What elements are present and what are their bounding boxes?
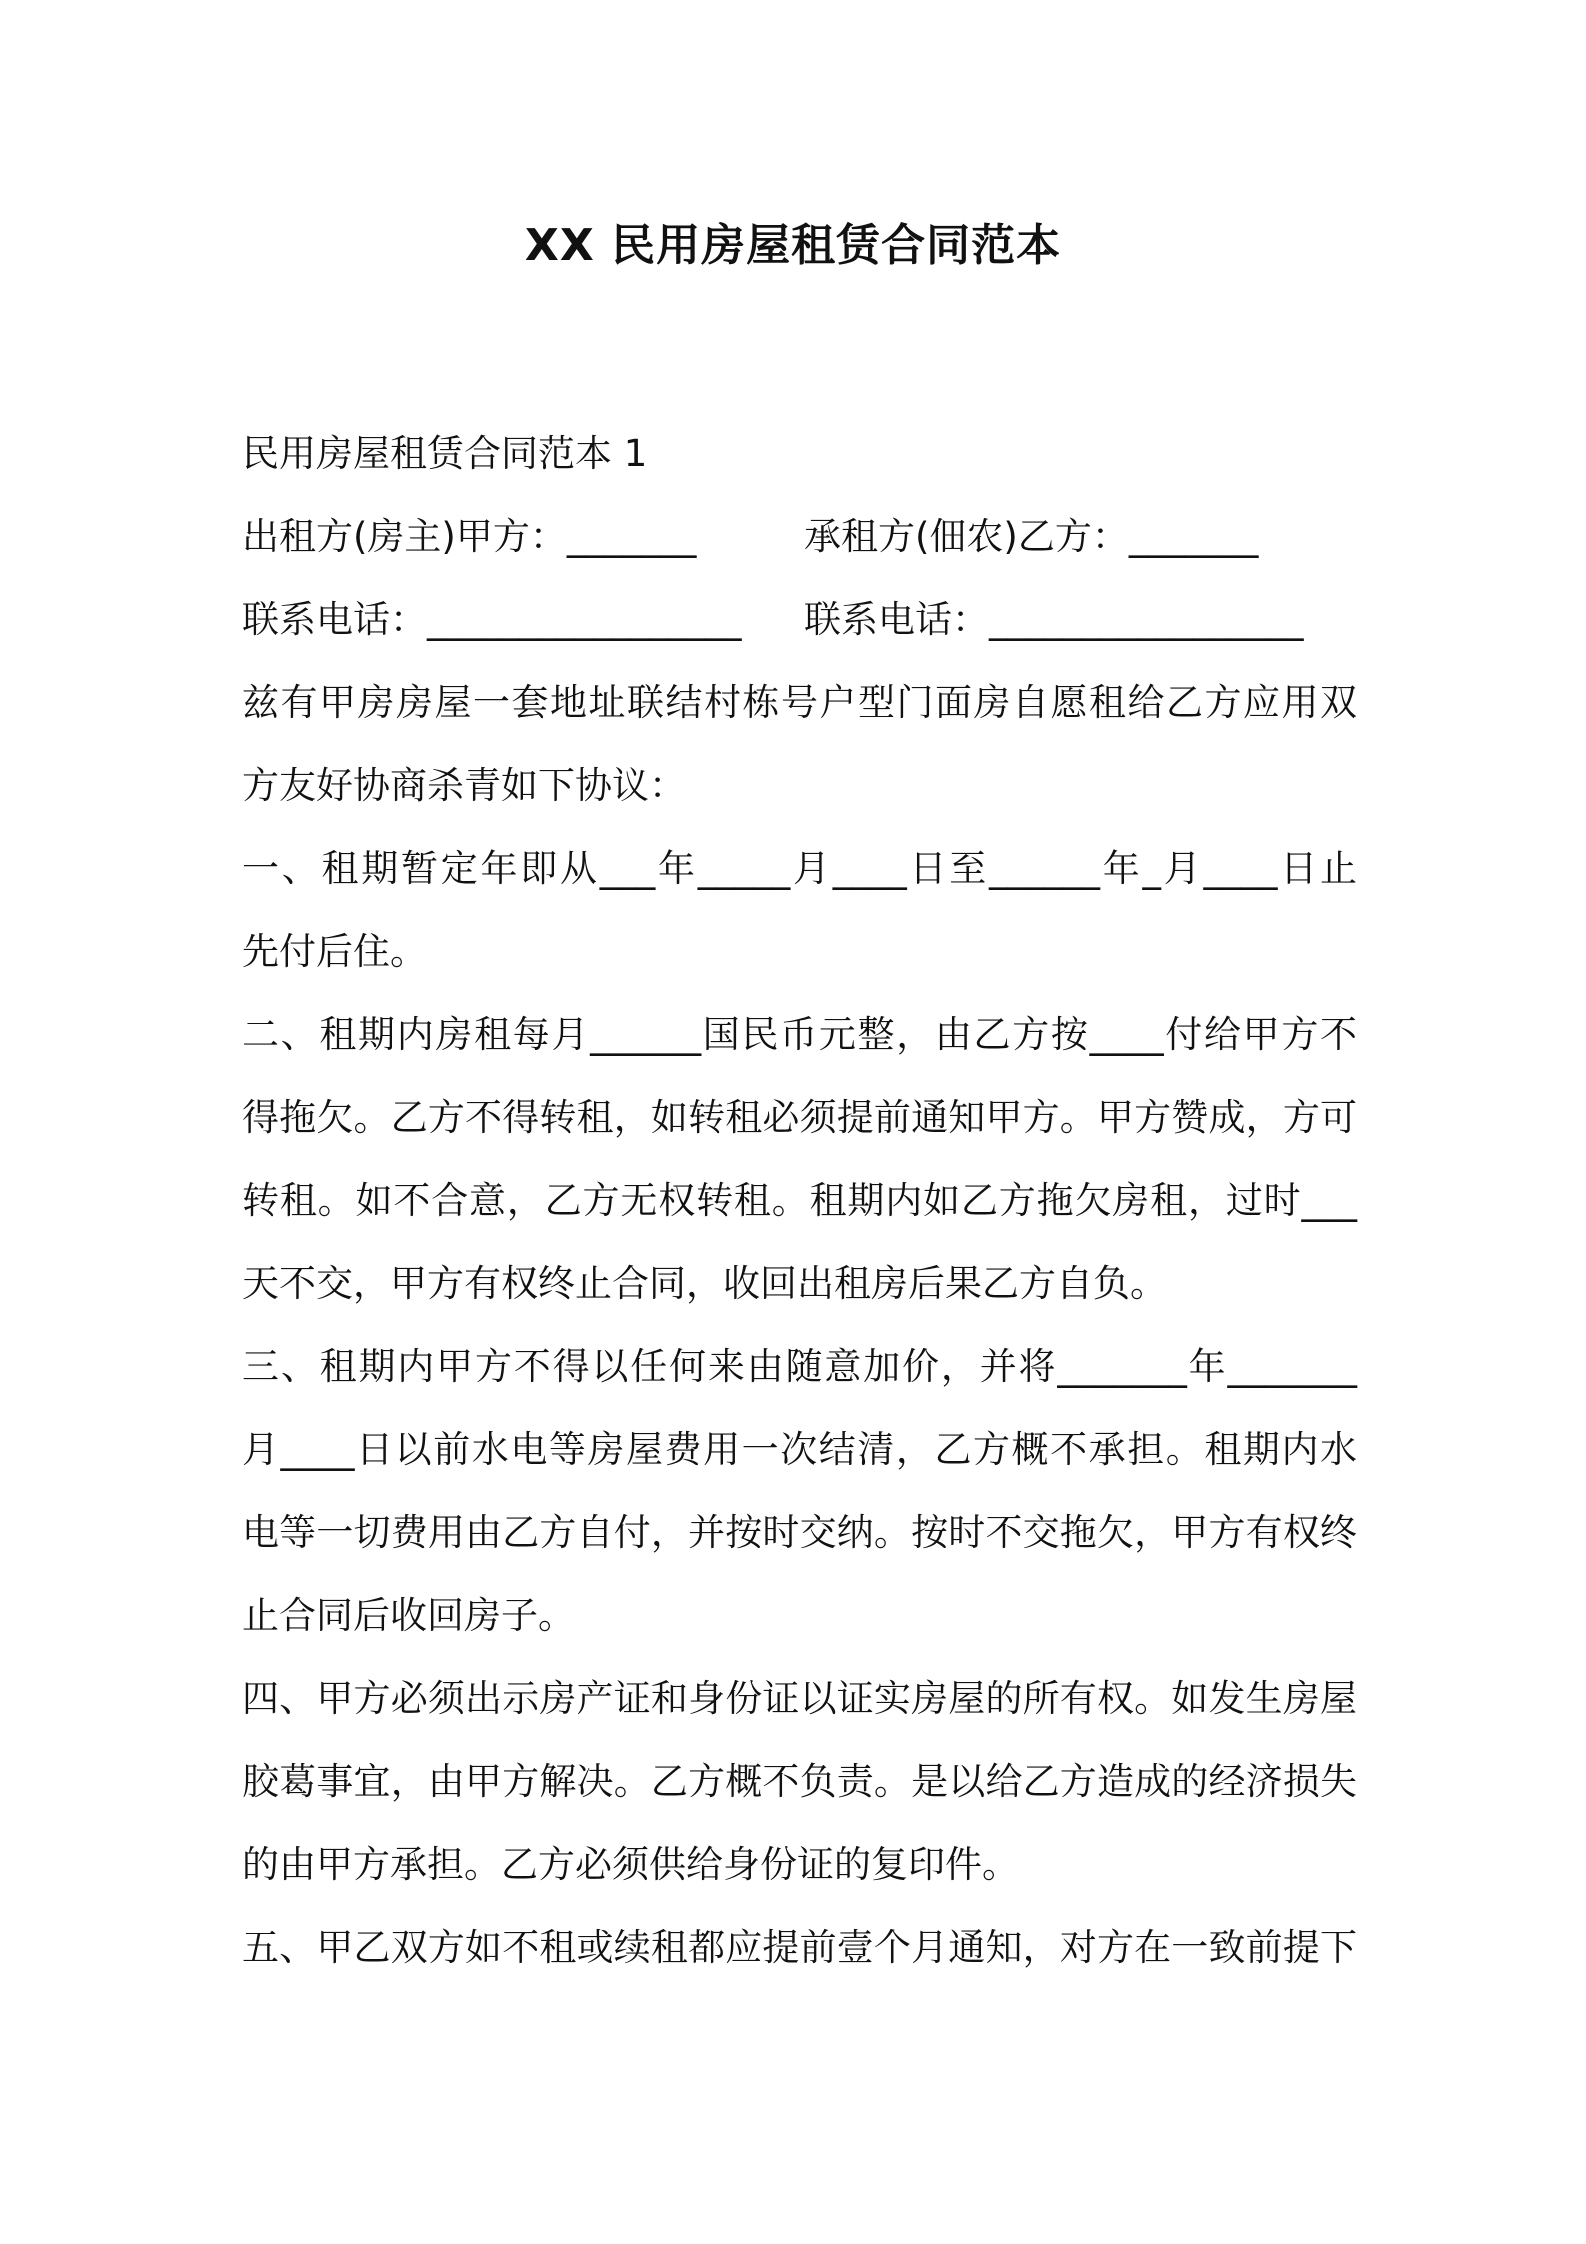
clause-2-line: 得拖欠。乙方不得转租，如转租必须提前通知甲方。甲方赞成，方可: [242, 1096, 1357, 1139]
phone-row: [242, 578, 1357, 661]
party-b-phone-field: 联系电话：_________________: [804, 598, 1304, 641]
clause-1-line: 先付后住。: [242, 930, 427, 973]
clause-3-line: 三、租期内甲方不得以任何来由随意加价，并将_______年_______: [242, 1345, 1357, 1388]
parties-row: [242, 495, 1357, 578]
clause-1-line: 一、租期暂定年即从___年_____月____日至______年_月____日止: [242, 847, 1357, 890]
party-a-phone-field: 联系电话：_________________: [242, 598, 742, 641]
contract-subtitle: 民用房屋租赁合同范本 1: [242, 432, 648, 475]
clause-3-line: 电等一切费用由乙方自付，并按时交纳。按时不交拖欠，甲方有权终: [242, 1511, 1357, 1554]
clause-5-line: 五、甲乙双方如不租或续租都应提前壹个月通知，对方在一致前提下: [242, 1926, 1357, 1969]
party-a-field: 出租方(房主)甲方：_______: [242, 515, 697, 558]
clause-2-line: 天不交，甲方有权终止合同，收回出租房后果乙方自负。: [242, 1262, 1167, 1305]
clause-4-line: 的由甲方承担。乙方必须供给身份证的复印件。: [242, 1843, 1019, 1886]
clause-4-line: 四、甲方必须出示房产证和身份证以证实房屋的所有权。如发生房屋: [242, 1677, 1357, 1720]
document-title: XX 民用房屋租赁合同范本: [524, 220, 1062, 271]
intro-line: 方友好协商杀青如下协议：: [242, 764, 686, 807]
clause-4-line: 胶葛事宜，由甲方解决。乙方概不负责。是以给乙方造成的经济损失: [242, 1760, 1357, 1803]
document-body: [242, 412, 1357, 1989]
clause-3-line: 止合同后收回房子。: [242, 1594, 575, 1637]
clause-3-line: 月____日以前水电等房屋费用一次结清，乙方概不承担。租期内水: [242, 1428, 1357, 1471]
intro-line: 兹有甲房房屋一套地址联结村栋号户型门面房自愿租给乙方应用双: [242, 681, 1357, 724]
clause-2-line: 转租。如不合意，乙方无权转租。租期内如乙方拖欠房租，过时___: [242, 1179, 1357, 1222]
clause-2-line: 二、租期内房租每月______国民币元整，由乙方按____付给甲方不: [242, 1013, 1357, 1056]
party-b-field: 承租方(佃农)乙方：_______: [804, 515, 1259, 558]
